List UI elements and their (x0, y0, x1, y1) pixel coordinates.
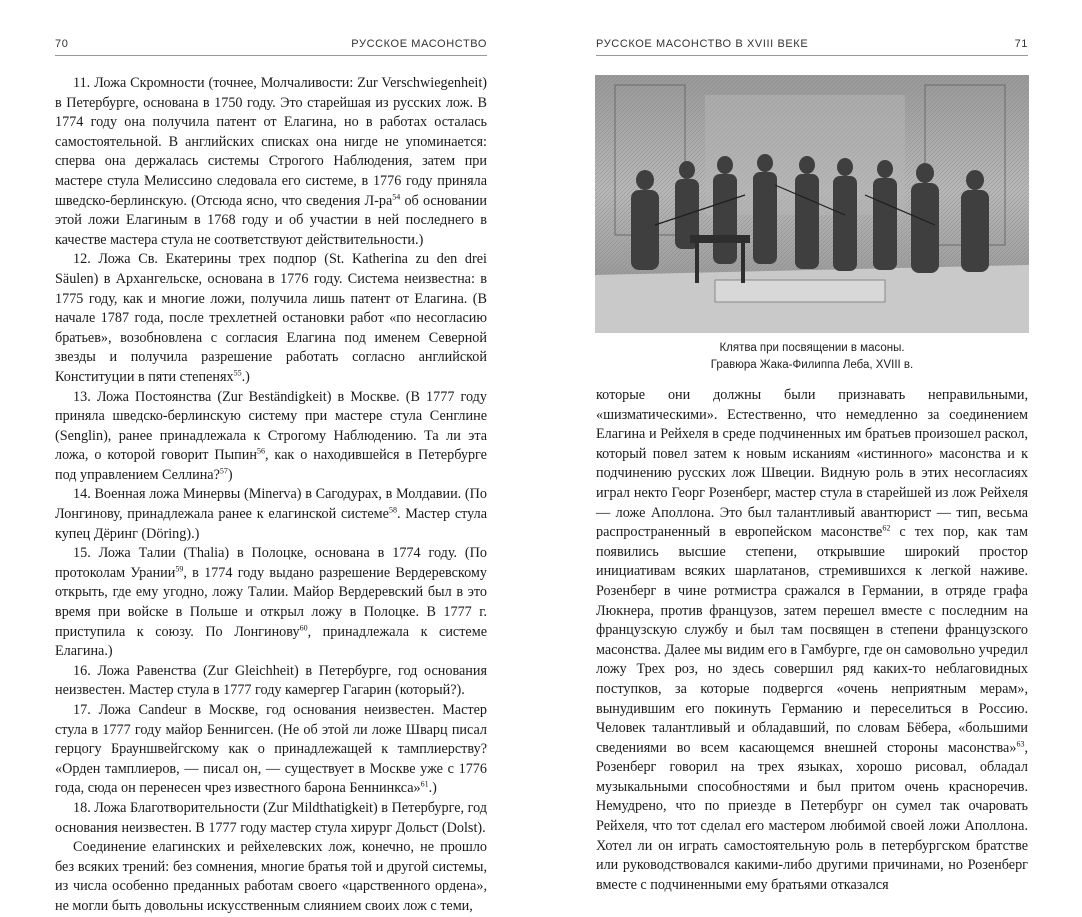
paragraph-text: которые они должны были признавать неправильными, «шизматическими». Естественно, что немедленно за соединением Елагина и Рейхеля в среде подчиненных им братьев произошел раскол, который повел затем к новым исканиям «истинного» масонства и к подчинению русских лож Швеции. Видную роль в этих несогласиях играл некто Георг Розенберг, мастер стула в старейшей из лож Рейхеля — ложе Аполлона. Это был талантливый авантюрист — тип, весьма распространенный в европейском масонстве (596, 387, 1028, 541)
right-page-text (596, 386, 1028, 895)
paragraph-text: 12. Ложа Св. Екатерины трех подпор (St. Katherina zu den drei Säulen) в Архангельске, основана в 1776 году. Система неизвестна: в 1775 году, как и многие ложи, получила лишь патент от Елагина. (В начале 1787 года, после трехлетней остановки работ «по несогласию братьев», возобновлена с согласия Елагина под именем Северной звезды и получила разрешение работать согласно английской Конституции в пяти степенях (55, 251, 487, 385)
left_page-paragraph (55, 485, 487, 544)
paragraph-text: .) (241, 368, 250, 385)
right-page-number: 71 (1014, 38, 1028, 50)
footnote-marker: 59 (175, 564, 184, 574)
paragraph-text: 13. Ложа Постоянства (Zur Beständigkeit) в Москве. (В 1777 году приняла шведско-берлинскую систему при мастере стула Сенглине (Senglin), ранее принадлежала к Строгому Наблюдению. Та ли эта ложа, о которой говорит Пыпин (55, 388, 487, 464)
paragraph-text: , Розенберг говорил на трех языках, хорошо рисовал, обладал музыкальными способностями и был притом очень красноречив. Немудрено, что по приезде в Петербург он сумел так очаровать Рейхеля, что тот сделал его мастером любимой своей ложи Аполлона. Хотел ли он играть самостоятельную роль в петербургском братстве или руководствовался какими-либо другими причинами, но Розенберг вместе с подчиненными ему братьями отказался (596, 739, 1028, 893)
paragraph-text: 15. Ложа Талии (Thalia) в Полоцке, основана в 1774 году. (По протоколам Урании (55, 545, 487, 581)
paragraph-text: .) (428, 780, 437, 797)
footnote-marker: 60 (299, 622, 308, 632)
paragraph-text: Соединение елагинских и рейхелевских лож, конечно, не прошло без всяких трений: без сомнения, многие братья той и другой системы, из числа особенно преданных работам своего «царственного ордена», не могли быть довольны искусственным слиянием своих лож с теми, (55, 839, 487, 914)
paragraph-text: 14. Военная ложа Минервы (Minerva) в Сагодурах, в Молдавии. (По Лонгинову, принадлежала ранее к елагинской системе (55, 486, 487, 523)
paragraph-text: , как о находившейся в Петербурге под управлением Селлина? (55, 447, 487, 483)
left_page-paragraph (55, 701, 487, 799)
engraving-drawing (595, 75, 1029, 333)
right-page-header (596, 38, 1028, 54)
left-page-number: 70 (55, 38, 69, 50)
paragraph-text: 18. Ложа Благотворительности (Zur Mildthatigkeit) в Петербурге, год основания неизвестен. В 1777 году мастер стула хирург Дольст (Dolst). (55, 799, 487, 836)
left-page-text (55, 74, 487, 917)
left-page-header (55, 38, 487, 54)
left_page-paragraph (55, 74, 487, 250)
caption-line-2: Гравюра Жака-Филиппа Леба, XVIII в. (710, 359, 914, 371)
footnote-marker: 54 (392, 191, 401, 201)
right-page (541, 0, 1082, 900)
footnote-marker: 56 (256, 446, 265, 456)
left_page-paragraph (55, 250, 487, 387)
footnote-marker: 55 (233, 368, 242, 378)
left_page-paragraph (55, 799, 487, 838)
paragraph-text: 11. Ложа Скромности (точнее, Молчаливости: Zur Verschwiegenheit) в Петербурге, основана в 1750 году. Это старейшая из русских лож. В 1774 году она получила патент от Елагина, но в работах осталась самостоятельной. В английских списках она нигде не упоминается: сперва она держалась системы Строгого Наблюдения, затем при мастере стула Мелиссино следовала его системе, в 1776 году приняла шведско-берлинскую. (Отсюда ясно, что сведения Л-ра (55, 75, 487, 209)
left-header-rule (55, 55, 487, 56)
engraving-illustration (595, 75, 1029, 333)
right-header-rule (596, 55, 1028, 56)
footnote-marker: 57 (219, 466, 228, 476)
paragraph-text: , принадлежала к системе Елагина.) (55, 623, 488, 660)
paragraph-text: об основании этой ложи Елагиным в 1768 году и об участии в ней последнего в качестве мастера стула не соответствуют действительности.) (55, 192, 487, 248)
footnote-marker: 63 (1016, 738, 1025, 748)
footnote-marker: 61 (420, 779, 429, 789)
right-running-header: РУССКОЕ МАСОНСТВО В XVIII ВЕКЕ (596, 38, 809, 50)
footnote-marker: 62 (882, 523, 891, 533)
paragraph-text: ) (227, 466, 233, 483)
paragraph-text: . Мастер стула купец Дёринг (Döring).) (55, 506, 487, 542)
left-running-header: РУССКОЕ МАСОНСТВО (351, 38, 487, 50)
figure-caption (596, 340, 1028, 374)
paragraph-text: , в 1774 году выдано разрешение Вердеревскому открыть, где ему угодно, ложу Талии. Майор Вердеревский был в это время при войске в Польше и открыл ложу в Полоцке. В 1777 г. приступила к союзу. По Лонгинову (55, 564, 487, 640)
left_page-paragraph (55, 838, 487, 916)
paragraph-text: 17. Ложа Candeur в Москве, год основания неизвестен. Мастер стула в 1777 году майор Беннигсен. (Не об этой ли ложе Шварц писал герцогу Брауншвейгскому как о принадлежащей к тамплиерству? «Орден тамплиеров, — писал он, — существует в Москве уже с 1776 года, сюда он перенесен чрез известного барона Беннинкса» (55, 702, 487, 797)
left_page-paragraph (55, 388, 487, 486)
paragraph-text: 16. Ложа Равенства (Zur Gleichheit) в Петербурге, год основания неизвестен. Мастер стула в 1777 году камергер Гагарин (который?). (55, 662, 487, 699)
caption-line-1: Клятва при посвящении в масоны. (719, 342, 905, 354)
paragraph-text: с тех пор, как там появились высшие степени, открывшие широкий простор инициативам всяких шарлатанов, стремившихся к легкой наживе. Розенберг в чине ротмистра сражался в Германии, в отряде графа Люкнера, против французов, затем перешел вместе с последним на французскую службу и был там посвящен в степени французского масонства. Далее мы видим его в Гамбурге, где он самовольно учредил ложу Трех роз, но здесь совершил ряд каких-то неблаговидных поступков, за которые подвергся «очень неприятным мерам», вынудившим его покинуть Германию и переселиться в Россию. Человек талантливый и обладавший, по словам Бёбера, «большими сведениями во всем касающемся внешней стороны масонства» (596, 524, 1029, 756)
left_page-paragraph (55, 662, 487, 701)
footnote-marker: 58 (388, 505, 397, 515)
left-page (0, 0, 541, 914)
left_page-paragraph (55, 544, 487, 662)
right_page-paragraph (596, 386, 1028, 895)
